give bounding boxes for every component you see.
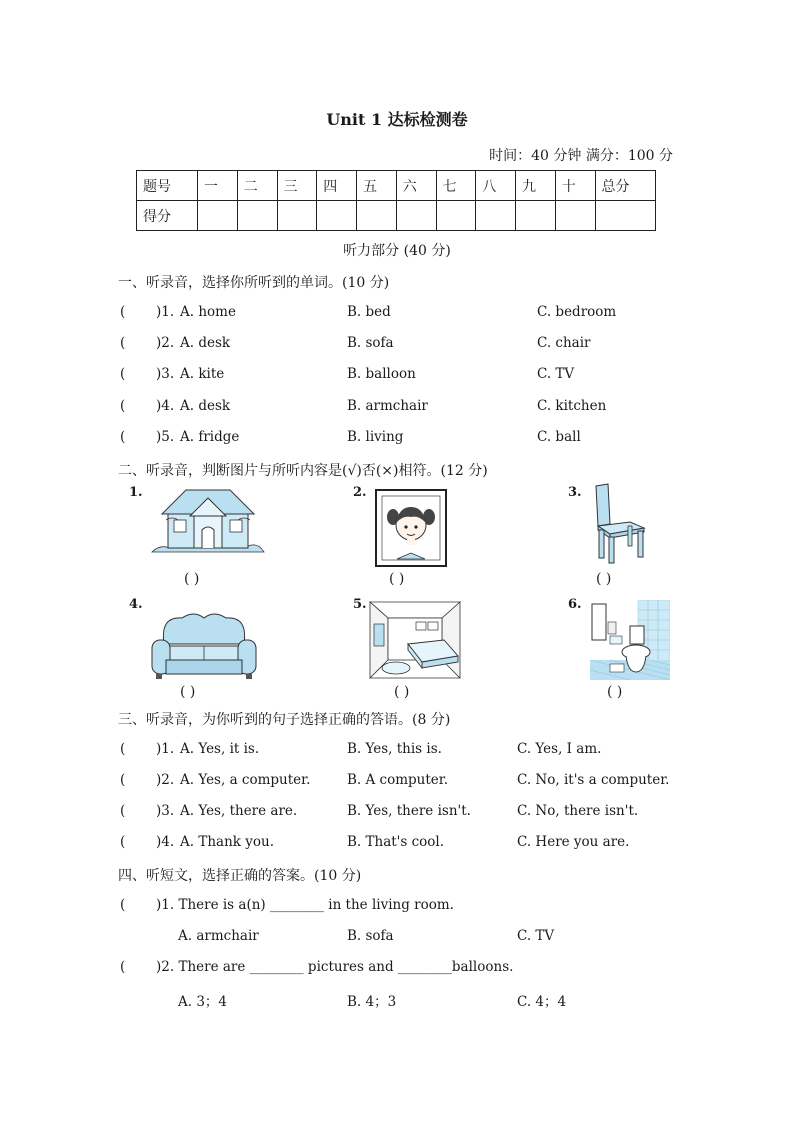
- score-cell: [516, 201, 556, 231]
- option-a: A. Thank you.: [180, 834, 274, 850]
- picture-number: 4.: [129, 597, 143, 612]
- option-c: C. No, there isn't.: [517, 803, 639, 819]
- score-table-header-row: [137, 171, 656, 201]
- score-table-header-cell: 七: [436, 171, 476, 201]
- answer-paren: (: [120, 803, 126, 819]
- answer-paren: (: [120, 772, 126, 788]
- answer-paren: (: [120, 741, 126, 757]
- question-2: )2. There are ________ pictures and ________balloons.: [156, 959, 514, 975]
- option-c: C. Yes, I am.: [517, 741, 602, 757]
- option-c: C. TV: [517, 928, 555, 944]
- item-number: )1.: [156, 304, 175, 320]
- option-b: B. That's cool.: [347, 834, 445, 850]
- option-b: B. living: [347, 429, 404, 445]
- option-b: B. sofa: [347, 928, 394, 944]
- picture-number: 1.: [129, 485, 143, 500]
- score-table-header-cell: 四: [317, 171, 357, 201]
- option-c: C. TV: [537, 366, 575, 382]
- score-cell: [198, 201, 238, 231]
- score-table-row-label: 得分: [137, 201, 198, 231]
- answer-paren: (: [120, 398, 126, 414]
- answer-paren: (: [120, 335, 126, 351]
- score-table-header-cell: 题号: [137, 171, 198, 201]
- option-b: B. armchair: [347, 398, 428, 414]
- item-number: )3.: [156, 366, 175, 382]
- picture-number: 3.: [568, 485, 582, 500]
- picture-number: 5.: [353, 597, 367, 612]
- option-a: A. desk: [180, 335, 231, 351]
- judge-blank[interactable]: ( ): [389, 571, 405, 587]
- judge-blank[interactable]: ( ): [596, 571, 612, 587]
- score-cell: [357, 201, 397, 231]
- score-cell: [555, 201, 595, 231]
- question-1: )1. There is a(n) ________ in the living room.: [156, 897, 454, 913]
- item-number: )2.: [156, 335, 175, 351]
- option-c: C. kitchen: [537, 398, 607, 414]
- section-1-title: 一、听录音，选择你所听到的单词。(10 分): [118, 275, 390, 291]
- score-cell: [277, 201, 317, 231]
- option-c: C. bedroom: [537, 304, 617, 320]
- score-table-header-cell: 十: [555, 171, 595, 201]
- judge-blank[interactable]: ( ): [607, 684, 623, 700]
- score-table-score-row: [137, 201, 656, 231]
- option-b: B. 4；3: [347, 994, 397, 1010]
- option-a: A. fridge: [180, 429, 240, 445]
- answer-paren: (: [120, 959, 126, 975]
- score-table-header-cell: 三: [277, 171, 317, 201]
- section-2-title: 二、听录音，判断图片与所听内容是(√)否(×)相符。(12 分): [118, 463, 488, 479]
- option-a: A. Yes, there are.: [180, 803, 298, 819]
- section-4-title: 四、听短文，选择正确的答案。(10 分): [118, 868, 362, 884]
- answer-paren: (: [120, 429, 126, 445]
- answer-paren: (: [120, 834, 126, 850]
- item-number: )3.: [156, 803, 175, 819]
- score-table-header-cell: 五: [357, 171, 397, 201]
- score-cell: [396, 201, 436, 231]
- option-a: A. Yes, it is.: [180, 741, 260, 757]
- score-table-header-cell: 九: [516, 171, 556, 201]
- option-a: A. home: [180, 304, 236, 320]
- score-table-header-cell: 总分: [595, 171, 656, 201]
- bedroom-icon: [368, 600, 462, 680]
- item-number: )1.: [156, 741, 175, 757]
- section-3-title: 三、听录音，为你听到的句子选择正确的答语。(8 分): [118, 712, 451, 728]
- chair-icon: [590, 482, 646, 564]
- part-title: 听力部分 (40 分): [343, 243, 451, 259]
- score-cell: [436, 201, 476, 231]
- option-a: A. Yes, a computer.: [180, 772, 311, 788]
- picture-number: 6.: [568, 597, 582, 612]
- score-cell: [595, 201, 656, 231]
- answer-paren: (: [120, 897, 126, 913]
- item-number: )2.: [156, 772, 175, 788]
- answer-paren: (: [120, 304, 126, 320]
- judge-blank[interactable]: ( ): [184, 571, 200, 587]
- girl-portrait-icon: [375, 489, 447, 567]
- score-table-header-cell: 八: [476, 171, 516, 201]
- judge-blank[interactable]: ( ): [180, 684, 196, 700]
- judge-blank[interactable]: ( ): [394, 684, 410, 700]
- exam-meta: 时间：40 分钟 满分：100 分: [489, 148, 673, 164]
- option-a: A. 3；4: [178, 994, 228, 1010]
- option-c: C. 4；4: [517, 994, 567, 1010]
- house-icon: [150, 486, 266, 558]
- bathroom-icon: [590, 600, 670, 680]
- option-b: B. balloon: [347, 366, 416, 382]
- picture-number: 2.: [353, 485, 367, 500]
- score-cell: [317, 201, 357, 231]
- option-b: B. A computer.: [347, 772, 449, 788]
- option-b: B. Yes, this is.: [347, 741, 442, 757]
- option-c: C. chair: [537, 335, 591, 351]
- option-c: C. ball: [537, 429, 581, 445]
- page-title: Unit 1 达标检测卷: [326, 110, 468, 129]
- sofa-icon: [150, 610, 258, 682]
- option-a: A. armchair: [178, 928, 259, 944]
- item-number: )5.: [156, 429, 175, 445]
- option-c: C. No, it's a computer.: [517, 772, 670, 788]
- option-b: B. Yes, there isn't.: [347, 803, 471, 819]
- score-table-header-cell: 二: [237, 171, 277, 201]
- score-table-header-cell: 六: [396, 171, 436, 201]
- option-a: A. kite: [180, 366, 225, 382]
- score-table-header-cell: 一: [198, 171, 238, 201]
- option-c: C. Here you are.: [517, 834, 630, 850]
- score-cell: [476, 201, 516, 231]
- option-a: A. desk: [180, 398, 231, 414]
- score-table: [136, 170, 656, 231]
- option-b: B. sofa: [347, 335, 394, 351]
- item-number: )4.: [156, 834, 175, 850]
- score-cell: [237, 201, 277, 231]
- answer-paren: (: [120, 366, 126, 382]
- item-number: )4.: [156, 398, 175, 414]
- option-b: B. bed: [347, 304, 391, 320]
